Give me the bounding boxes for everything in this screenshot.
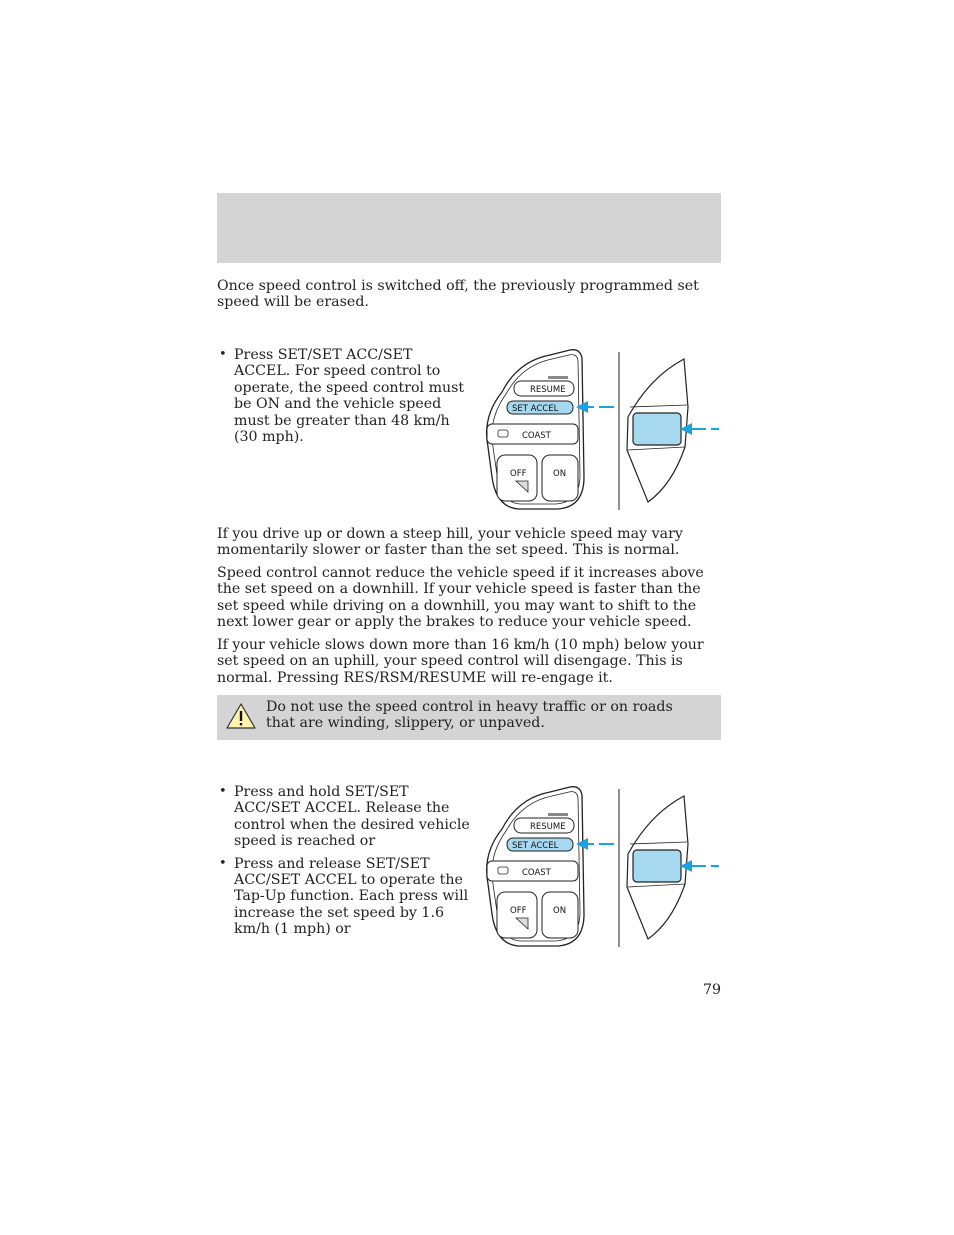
warning-triangle-icon [225,702,257,730]
set-accel-label: SET ACCEL [512,841,559,851]
resume-label: RESUME [530,385,566,395]
paragraph-downhill: Speed control cannot reduce the vehicle speed if it increases above the set speed on a downhill. If your vehicle speed is faster than the set speed while driving on a downhill, you may want to shift to the next lower gear or apply the brakes to reduce your vehicle speed. [217,565,704,631]
bullet-item: • Press SET/SET ACC/SET ACCEL. For speed control to operate, the speed control must be ON and the vehicle speed must be greater than 48 km/h (30 mph). [217,347,472,445]
coast-label: COAST [522,431,551,441]
warning-box [217,695,721,740]
side-set-button [633,413,681,445]
bullet-item: • Press and hold SET/SET ACC/SET ACCEL. Release the control when the desired vehicle speed is reached or [217,784,472,850]
paragraph-speed-erased: Once speed control is switched off, the previously programmed set speed will be erased. [217,278,699,311]
resume-label: RESUME [530,822,566,832]
section-header-band [217,193,721,263]
warning-text: Do not use the speed control in heavy traffic or on roads that are winding, slippery, or unpaved. [266,699,673,732]
off-label: OFF [510,906,527,916]
coast-label: COAST [522,868,551,878]
side-set-button [633,850,681,882]
page-number: 79 [702,982,721,998]
bullet-item: • Press and release SET/SET ACC/SET ACCEL to operate the Tap-Up function. Each press will increase the set speed by 1.6 km/h (1 mph) or [217,856,472,938]
on-label: ON [553,469,567,479]
bullet-list-set [217,347,472,451]
bullet-list-increase [217,784,472,944]
on-label: ON [553,906,567,916]
speed-control-illustration-1 [478,347,726,512]
speed-control-illustration-2 [478,784,726,949]
set-accel-label: SET ACCEL [512,404,559,414]
paragraph-hill: If you drive up or down a steep hill, your vehicle speed may vary momentarily slower or faster than the set speed. This is normal. [217,526,683,559]
off-label: OFF [510,469,527,479]
paragraph-uphill: If your vehicle slows down more than 16 km/h (10 mph) below your set speed on an uphill, your speed control will disengage. This is normal. Pressing RES/RSM/RESUME will re-engage it. [217,637,704,686]
